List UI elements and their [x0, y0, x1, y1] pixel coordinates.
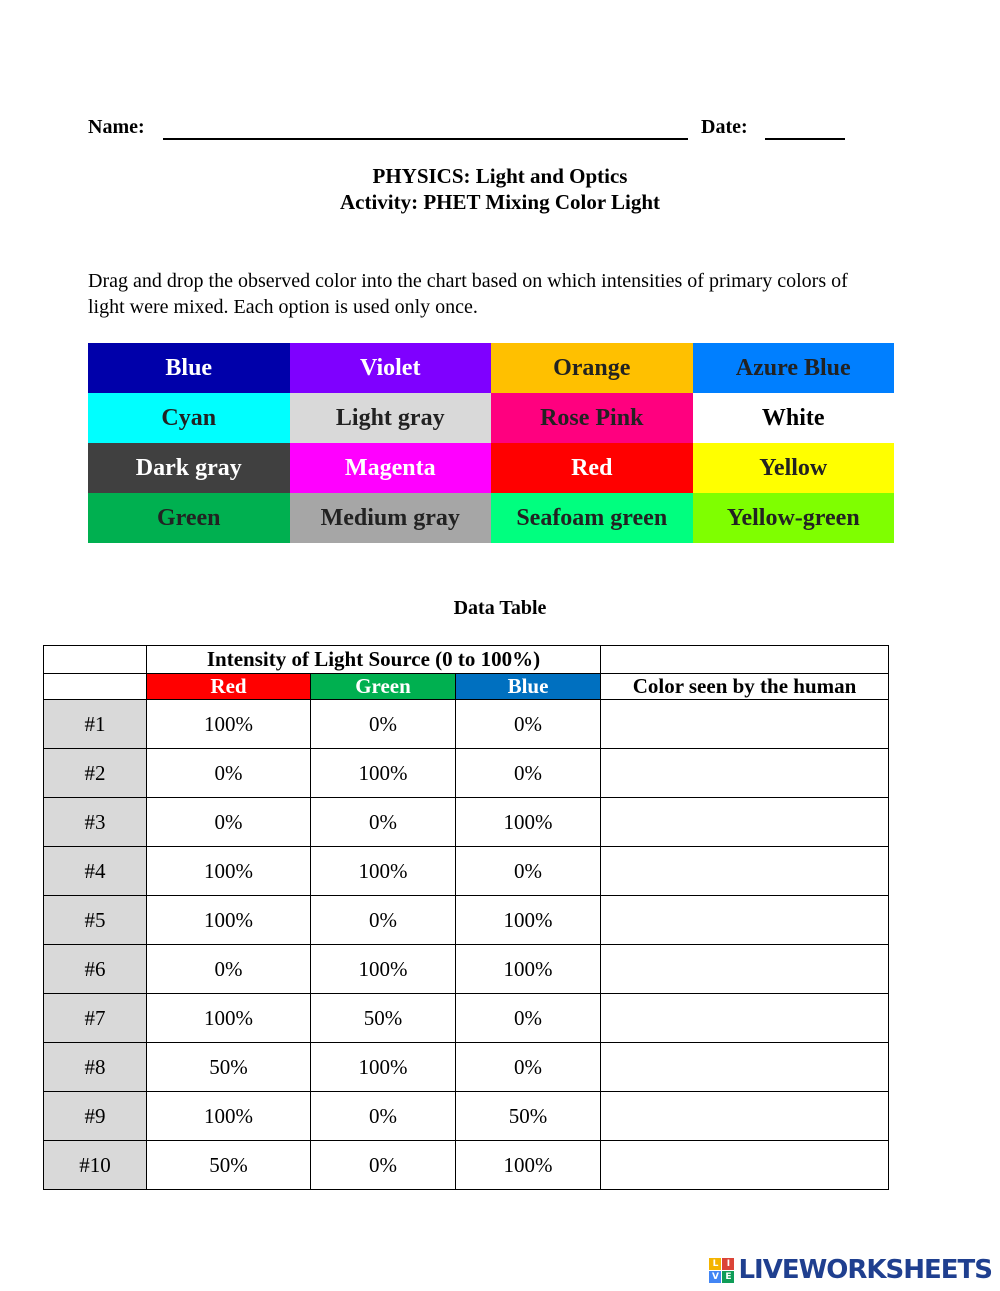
red-intensity-cell: 0%	[147, 798, 311, 847]
table-row	[44, 1141, 889, 1190]
brand-text: LIVEWORKSHEETS	[738, 1255, 992, 1285]
table-row	[44, 994, 889, 1043]
color-option-blue[interactable]: Blue	[88, 343, 290, 393]
row-number: #3	[44, 798, 147, 847]
intensity-group-header: Intensity of Light Source (0 to 100%)	[147, 646, 601, 674]
red-intensity-cell: 50%	[147, 1141, 311, 1190]
color-option-cyan[interactable]: Cyan	[88, 393, 290, 443]
column-header-color-seen: Color seen by the human	[601, 674, 889, 700]
color-option-seafoam-green[interactable]: Seafoam green	[491, 493, 693, 543]
brand-mark-tile: E	[722, 1271, 734, 1283]
color-drop-zone[interactable]	[601, 1043, 889, 1092]
green-intensity-cell: 0%	[311, 1141, 456, 1190]
color-drop-zone[interactable]	[601, 798, 889, 847]
table-row	[44, 798, 889, 847]
blue-intensity-cell: 50%	[456, 1092, 601, 1141]
green-intensity-cell: 0%	[311, 798, 456, 847]
data-table	[43, 645, 889, 1190]
green-intensity-cell: 100%	[311, 1043, 456, 1092]
table-row	[44, 749, 889, 798]
instructions: Drag and drop the observed color into the chart based on which intensities of primary colors of light were mixed. Each option is used only once.	[88, 270, 848, 318]
color-option-white[interactable]: White	[693, 393, 895, 443]
column-header-red: Red	[147, 674, 311, 700]
row-number: #2	[44, 749, 147, 798]
color-option-light-gray[interactable]: Light gray	[290, 393, 492, 443]
header-blank-cell	[601, 646, 889, 674]
color-drop-zone[interactable]	[601, 700, 889, 749]
color-drop-zone[interactable]	[601, 896, 889, 945]
blue-intensity-cell: 0%	[456, 1043, 601, 1092]
green-intensity-cell: 50%	[311, 994, 456, 1043]
row-number: #4	[44, 847, 147, 896]
liveworksheets-logo	[709, 1254, 992, 1286]
red-intensity-cell: 100%	[147, 847, 311, 896]
color-drop-zone[interactable]	[601, 847, 889, 896]
name-label: Name:	[88, 116, 145, 138]
table-row	[44, 896, 889, 945]
green-intensity-cell: 100%	[311, 847, 456, 896]
row-number: #7	[44, 994, 147, 1043]
header-line	[88, 116, 848, 142]
red-intensity-cell: 100%	[147, 896, 311, 945]
color-option-red[interactable]: Red	[491, 443, 693, 493]
date-label: Date:	[701, 116, 748, 138]
blue-intensity-cell: 0%	[456, 749, 601, 798]
brand-mark-tile: I	[722, 1258, 734, 1270]
table-row	[44, 847, 889, 896]
color-option-orange[interactable]: Orange	[491, 343, 693, 393]
color-option-violet[interactable]: Violet	[290, 343, 492, 393]
brand-mark-icon	[709, 1258, 734, 1283]
column-header-blue: Blue	[456, 674, 601, 700]
title-block	[0, 163, 1000, 215]
color-option-azure-blue[interactable]: Azure Blue	[693, 343, 895, 393]
table-row	[44, 1092, 889, 1141]
red-intensity-cell: 100%	[147, 1092, 311, 1141]
row-number: #5	[44, 896, 147, 945]
title-line-2: Activity: PHET Mixing Color Light	[339, 190, 661, 214]
color-drop-zone[interactable]	[601, 1092, 889, 1141]
title-line-1: PHYSICS: Light and Optics	[372, 164, 628, 188]
date-blank-line	[765, 138, 845, 140]
brand-mark-tile: L	[709, 1258, 721, 1270]
blue-intensity-cell: 100%	[456, 896, 601, 945]
blue-intensity-cell: 0%	[456, 700, 601, 749]
color-option-rose-pink[interactable]: Rose Pink	[491, 393, 693, 443]
table-row	[44, 1043, 889, 1092]
row-number: #6	[44, 945, 147, 994]
row-number: #9	[44, 1092, 147, 1141]
brand-mark-tile: V	[709, 1271, 721, 1283]
color-option-green[interactable]: Green	[88, 493, 290, 543]
red-intensity-cell: 0%	[147, 749, 311, 798]
header-blank-cell	[44, 674, 147, 700]
row-number: #10	[44, 1141, 147, 1190]
color-option-yellow-green[interactable]: Yellow-green	[693, 493, 895, 543]
header-blank-cell	[44, 646, 147, 674]
row-number: #8	[44, 1043, 147, 1092]
blue-intensity-cell: 0%	[456, 847, 601, 896]
table-row	[44, 945, 889, 994]
color-option-dark-gray[interactable]: Dark gray	[88, 443, 290, 493]
green-intensity-cell: 0%	[311, 896, 456, 945]
color-option-yellow[interactable]: Yellow	[693, 443, 895, 493]
row-number: #1	[44, 700, 147, 749]
green-intensity-cell: 100%	[311, 749, 456, 798]
blue-intensity-cell: 100%	[456, 1141, 601, 1190]
data-table-title: Data Table	[453, 597, 547, 619]
color-drop-zone[interactable]	[601, 749, 889, 798]
column-header-green: Green	[311, 674, 456, 700]
color-option-medium-gray[interactable]: Medium gray	[290, 493, 492, 543]
table-row	[44, 700, 889, 749]
blue-intensity-cell: 100%	[456, 798, 601, 847]
color-drop-zone[interactable]	[601, 945, 889, 994]
green-intensity-cell: 0%	[311, 1092, 456, 1141]
color-drop-zone[interactable]	[601, 994, 889, 1043]
color-palette	[88, 343, 894, 543]
green-intensity-cell: 100%	[311, 945, 456, 994]
color-option-magenta[interactable]: Magenta	[290, 443, 492, 493]
red-intensity-cell: 100%	[147, 700, 311, 749]
name-blank-line	[163, 138, 688, 140]
red-intensity-cell: 100%	[147, 994, 311, 1043]
red-intensity-cell: 0%	[147, 945, 311, 994]
green-intensity-cell: 0%	[311, 700, 456, 749]
red-intensity-cell: 50%	[147, 1043, 311, 1092]
blue-intensity-cell: 0%	[456, 994, 601, 1043]
blue-intensity-cell: 100%	[456, 945, 601, 994]
color-drop-zone[interactable]	[601, 1141, 889, 1190]
